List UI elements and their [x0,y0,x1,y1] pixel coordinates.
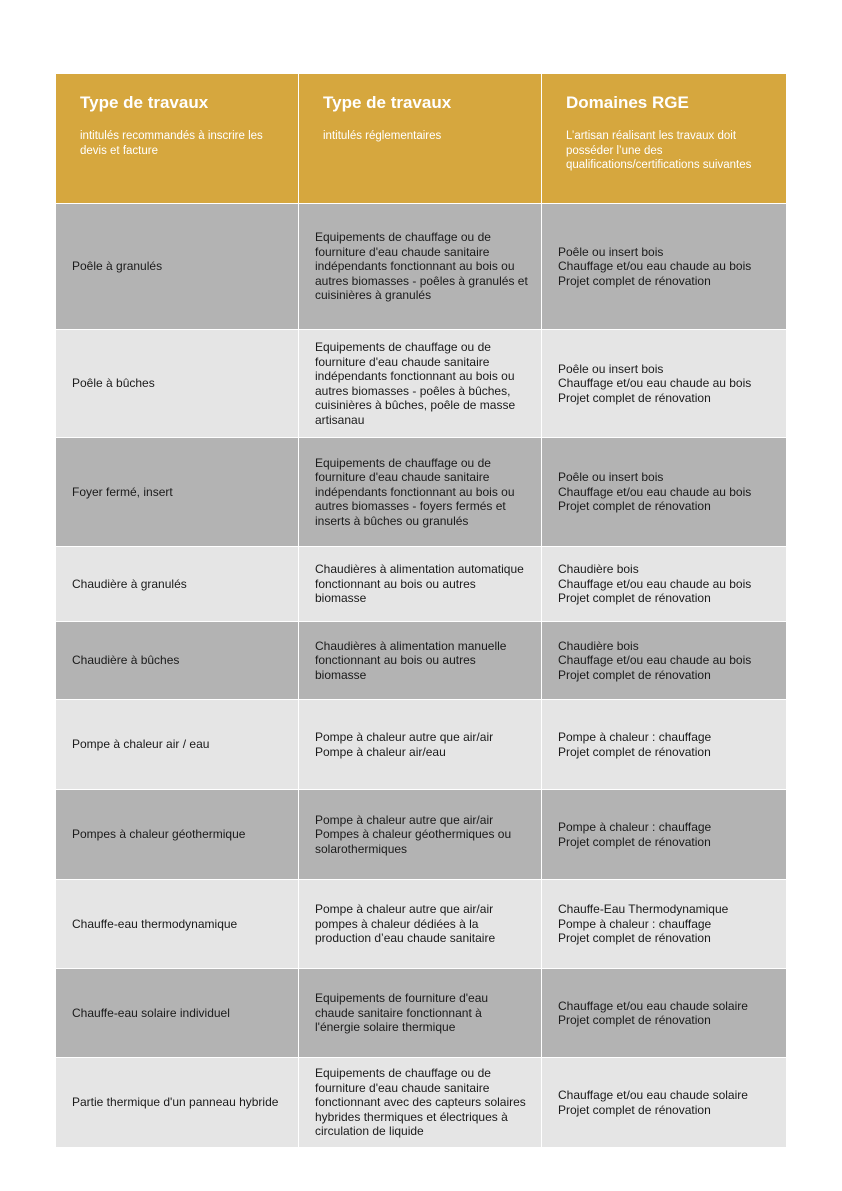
cell-type: Pompe à chaleur air / eau [56,700,299,789]
rge-domain: Chaudière bois [558,638,639,653]
rge-domain: Chauffage et/ou eau chaude au bois [558,653,752,668]
regulatory-line: Pompes à chaleur géothermiques ou solarothermiques [315,827,512,856]
rge-domain: Projet complet de rénovation [558,1102,711,1117]
regulatory-line: Pompe à chaleur autre que air/air [315,812,494,827]
rge-domain: Projet complet de rénovation [558,1013,711,1027]
rge-domain: Chauffe-Eau Thermodynamique [558,902,729,917]
cell-type: Chauffe-eau solaire individuel [56,969,299,1057]
rge-domain: Projet complet de rénovation [558,591,711,606]
rge-domain: Poêle ou insert bois [558,244,664,259]
rge-domain: Projet complet de rénovation [558,273,711,288]
cell-regulatory [299,700,542,789]
cell-regulatory [299,622,542,699]
rge-domain: Chauffage et/ou eau chaude au bois [558,259,752,274]
rge-domain: Projet complet de rénovation [558,667,711,682]
table-row [56,330,786,438]
header-subtitle: L’artisan réalisant les travaux doit posséder l’une des qualifications/certifications suivantes [566,130,752,171]
rge-domain: Poêle ou insert bois [558,361,664,376]
cell-regulatory [299,969,542,1057]
cell-rge-domains [542,700,786,789]
rge-domain: Chaudière bois [558,562,639,577]
rge-domain: Chauffage et/ou eau chaude au bois [558,376,752,391]
cell-rge-domains [542,1058,786,1147]
regulatory-line: Equipements de chauffage ou de fourniture d'eau chaude sanitaire indépendants fonctionnant au bois ou autres biomasses - foyers fermés et inserts à bûches ou granulés [315,455,515,528]
cell-type: Poêle à granulés [56,204,299,329]
header-title: Type de travaux [80,93,209,112]
header-subtitle: intitulés recommandés à inscrire les devis et facture [80,130,263,157]
regulatory-line: Chaudières à alimentation manuelle fonctionnant au bois ou autres biomasse [315,638,507,682]
table-header [56,74,786,204]
rge-table [56,74,786,1148]
cell-type: Pompes à chaleur géothermique [56,790,299,879]
cell-type: Poêle à bûches [56,330,299,437]
cell-regulatory [299,438,542,546]
table-row [56,700,786,790]
rge-domain: Chauffage et/ou eau chaude solaire [558,1088,748,1102]
cell-type: Foyer fermé, insert [56,438,299,546]
header-col-type-recommended [56,74,299,203]
header-col-rge-domains [542,74,786,203]
cell-rge-domains [542,622,786,699]
cell-type: Chauffe-eau thermodynamique [56,880,299,968]
regulatory-line: Equipements de chauffage ou de fourniture d'eau chaude sanitaire fonctionnant avec des capteurs solaires hybrides thermiques et électriques à circulation de liquide [315,1066,526,1139]
rge-domain: Projet complet de rénovation [558,834,711,849]
cell-type: Partie thermique d'un panneau hybride [56,1058,299,1147]
regulatory-line: Equipements de fourniture d'eau chaude sanitaire fonctionnant à l'énergie solaire thermique [315,991,489,1035]
rge-domain: Poêle ou insert bois [558,470,664,485]
cell-rge-domains [542,790,786,879]
table-row [56,622,786,700]
table-row [56,438,786,547]
regulatory-line: Pompe à chaleur air/eau [315,744,446,759]
table-row [56,790,786,880]
table-row [56,969,786,1058]
cell-regulatory [299,547,542,621]
rge-domain: Pompe à chaleur : chauffage [558,916,712,931]
regulatory-line: Equipements de chauffage ou de fourniture d'eau chaude sanitaire indépendants fonctionnant au bois ou autres biomasses - poêles à granulés et cuisinières à granulés [315,230,528,303]
regulatory-line: pompes à chaleur dédiées à la production d’eau chaude sanitaire [315,916,496,946]
table-body [56,204,786,1148]
cell-type: Chaudière à granulés [56,547,299,621]
cell-regulatory [299,330,542,437]
rge-domain: Pompe à chaleur : chauffage [558,820,712,834]
cell-regulatory [299,204,542,329]
table-row [56,880,786,969]
header-title: Type de travaux [323,93,452,112]
cell-rge-domains [542,330,786,437]
rge-domain: Pompe à chaleur : chauffage [558,730,712,744]
cell-regulatory [299,1058,542,1147]
cell-rge-domains [542,969,786,1057]
rge-domain: Chauffage et/ou eau chaude au bois [558,576,752,591]
regulatory-line: Equipements de chauffage ou de fourniture d'eau chaude sanitaire indépendants fonctionnant au bois ou autres biomasses - poêles à bûches, cuisinières à bûches, poêle de masse artisanau [315,340,516,427]
cell-rge-domains [542,547,786,621]
cell-regulatory [299,880,542,968]
regulatory-line: Pompe à chaleur autre que air/air [315,730,494,744]
rge-domain: Projet complet de rénovation [558,499,711,514]
cell-rge-domains [542,204,786,329]
cell-rge-domains [542,438,786,546]
cell-type: Chaudière à bûches [56,622,299,699]
rge-domain: Chauffage et/ou eau chaude solaire [558,998,748,1013]
header-col-type-regulatory [299,74,542,203]
cell-regulatory [299,790,542,879]
regulatory-line: Chaudières à alimentation automatique fonctionnant au bois ou autres biomasse [315,562,524,606]
cell-rge-domains [542,880,786,968]
rge-domain: Projet complet de rénovation [558,390,711,405]
rge-domain: Chauffage et/ou eau chaude au bois [558,484,752,499]
table-row [56,547,786,622]
header-title: Domaines RGE [566,93,689,112]
regulatory-line: Pompe à chaleur autre que air/air [315,902,494,917]
rge-domain: Projet complet de rénovation [558,744,711,759]
table-row [56,1058,786,1148]
rge-domain: Projet complet de rénovation [558,931,711,946]
header-subtitle: intitulés réglementaires [323,130,442,142]
table-row [56,204,786,330]
